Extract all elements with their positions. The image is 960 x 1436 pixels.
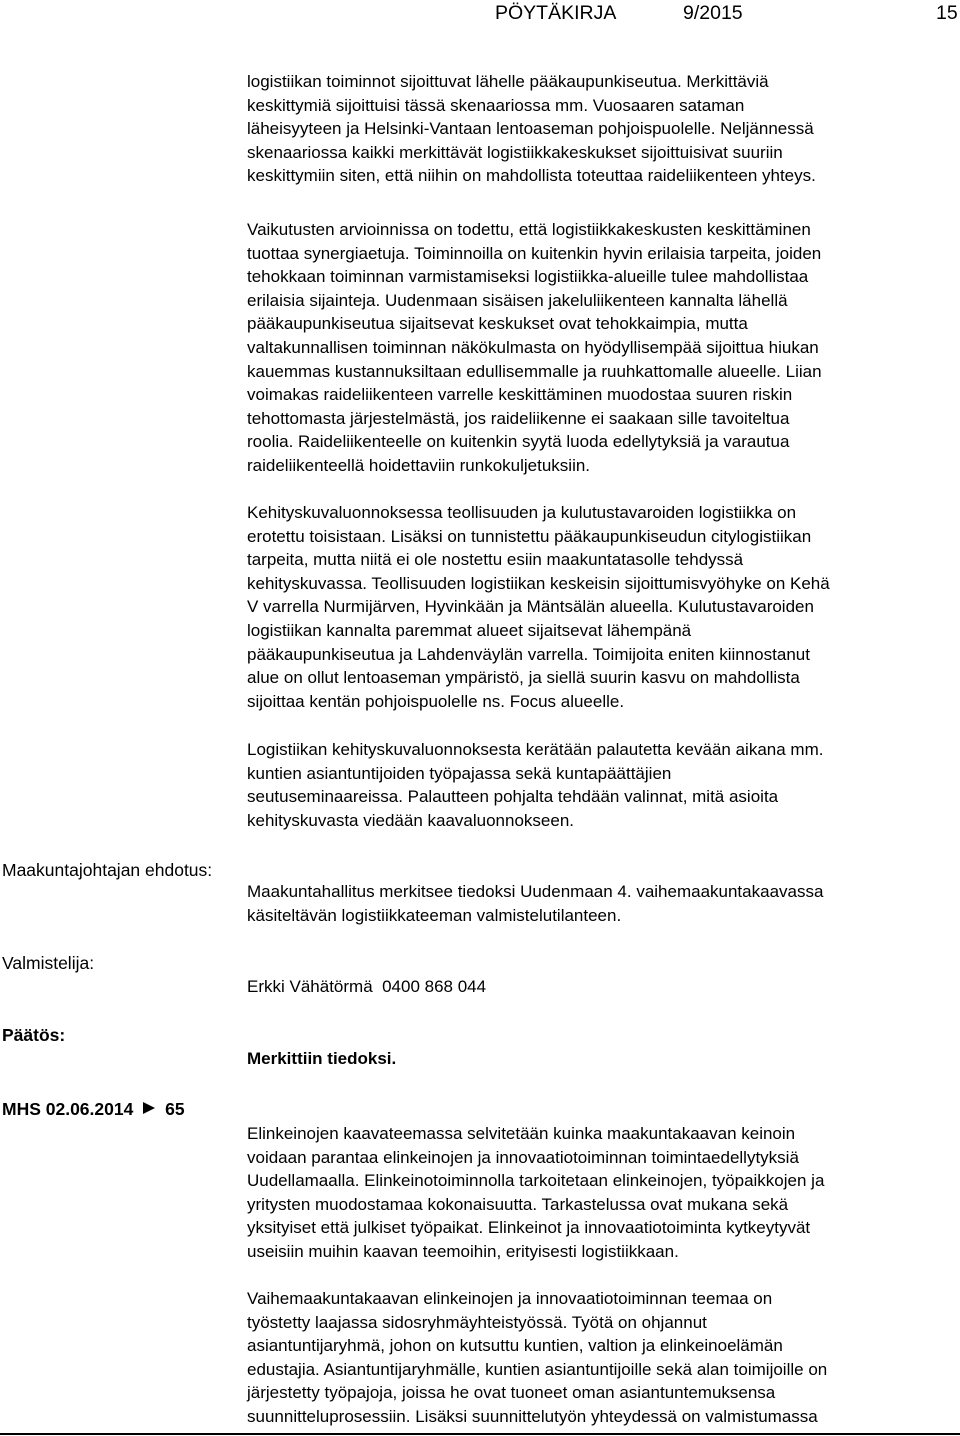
text-line: alue on ollut lentoaseman ympäristö, ja siellä suurin kasvu on mahdollista: [247, 668, 800, 688]
text-line: Vaikutusten arvioinnissa on todettu, että logistiikkakeskusten keskittäminen: [247, 220, 811, 239]
mhs-date: MHS 02.06.2014: [2, 1099, 134, 1119]
text-line: Uudellamaalla. Elinkeinotoiminnolla tarkoitetaan elinkeinojen, työpaikkojen ja: [247, 1171, 825, 1191]
text-line: työstetty laajassa sidosryhmäyhteistyössä. Työtä on ohjannut: [247, 1312, 707, 1332]
text-line: skenaariossa kaikki merkittävät logistiikkakeskukset sijoittuisivat suuriin: [247, 142, 783, 162]
text-line: erotettu toisistaan. Lisäksi on tunnistettu pääkaupunkiseudun citylogistiikan: [247, 526, 812, 546]
decision-label: Päätös:: [2, 1025, 66, 1045]
document-type-title: PÖYTÄKIRJA: [495, 2, 617, 24]
bottom-divider: [0, 1433, 960, 1435]
text-line: Vaihemaakuntakaavan elinkeinojen ja innovaatiotoiminnan teemaa on: [247, 1289, 773, 1308]
text-line: järjestetty työpajoja, joissa he ovat tuoneet oman asiantuntemuksensa: [247, 1383, 776, 1403]
decision-text: Merkittiin tiedoksi.: [247, 1049, 397, 1068]
text-line: voidaan parantaa elinkeinojen ja innovaatiotoiminnan toimintaedellytyksiä: [247, 1147, 799, 1167]
text-line: keskittymiä sijoittuisi tässä skenaariossa mm. Vuosaaren sataman: [247, 95, 745, 115]
text-line: kehityskuvassa. Teollisuuden logistiikan keskeisin sijoittumisvyöhyke on Kehä: [247, 573, 830, 593]
text-line: edustajia. Asiantuntijaryhmälle, kuntien asiantuntijoille sekä alan toimijoille on: [247, 1359, 828, 1379]
text-line: keskittymiin siten, että niihin on mahdollista toteuttaa raideliikenteen yhteys.: [247, 166, 816, 186]
text-line: raideliikenteellä hoidettaviin runkokuljetuksiin.: [247, 455, 591, 475]
text-line: asiantuntijaryhmä, johon on kutsuttu kuntien, valtion ja elinkeinoelämän: [247, 1336, 783, 1356]
text-line: läheisyyteen ja Helsinki-Vantaan lentoaseman pohjoispuolelle. Neljännessä: [247, 119, 814, 139]
proposal-text: [247, 880, 947, 927]
text-line: Maakuntahallitus merkitsee tiedoksi Uudenmaan 4. vaihemaakuntakaavassa: [247, 882, 824, 901]
text-line: pääkaupunkiseutua sijaitsevat keskukset ovat tehokkaimpia, mutta: [247, 314, 748, 334]
paragraph-scenarios: [247, 70, 947, 188]
paragraph-impact-assessment: [247, 218, 947, 478]
text-line: V varrella Nurmijärven, Hyvinkään ja Mäntsälän alueella. Kulutustavaroiden: [247, 597, 814, 617]
text-line: Elinkeinojen kaavateemassa selvitetään kuinka maakuntakaavan keinoin: [247, 1124, 796, 1143]
text-line: kuntien asiantuntijoiden työpajassa sekä kuntapäättäjien: [247, 763, 672, 783]
text-line: pääkaupunkiseutua ja Lahdenväylän varrella. Toimijoita eniten kiinnostanut: [247, 644, 810, 664]
text-line: tuottaa synergiaetuja. Toiminnoilla on kuitenkin hyvin erilaisia tarpeita, joiden: [247, 243, 822, 263]
page-number: 15: [936, 2, 958, 24]
paragraph-business-theme: [247, 1122, 947, 1264]
preparer-value: [247, 975, 947, 999]
text-line: tarpeita, mutta niitä ei ole nostettu esiin maakuntatasolle tehdyssä: [247, 550, 744, 570]
preparer-label: Valmistelija:: [2, 953, 95, 973]
decision-value: [247, 1047, 947, 1071]
text-line: käsiteltävän logistiikkateeman valmistelutilanteen.: [247, 905, 622, 925]
mhs-reference: [2, 1098, 185, 1120]
text-line: voimakas raideliikenteen varrelle keskittäminen muodostaa suuren riskin: [247, 385, 793, 405]
text-line: roolia. Raideliikenteelle on kuitenkin syytä luoda edellytyksiä ja varautua: [247, 432, 790, 452]
text-line: seutuseminaareissa. Palautteen pohjalta tehdään valinnat, mitä asioita: [247, 787, 779, 807]
text-line: sijoittaa kentän pohjoispuolelle ns. Focus alueelle.: [247, 691, 625, 711]
text-line: Logistiikan kehityskuvaluonnoksesta kerätään palautetta kevään aikana mm.: [247, 740, 824, 759]
text-line: tehokkaan toiminnan varmistamiseksi logistiikka-alueille tulee mahdollistaa: [247, 267, 809, 287]
text-line: valtakunnallisen toiminnan näkökulmasta on hyödyllisempää sijoittua hiukan: [247, 337, 819, 357]
text-line: useisiin muihin kaavan teemoihin, erityisesti logistiikkaan.: [247, 1241, 679, 1261]
text-line: yksityiset että julkiset työpaikat. Elinkeinot ja innovaatiotoiminta kytkeytyvät: [247, 1218, 811, 1238]
proposal-label: Maakuntajohtajan ehdotus:: [2, 860, 213, 880]
section-arrow-icon: [140, 1100, 158, 1118]
text-line: logistiikan toiminnot sijoittuvat lähelle pääkaupunkiseutua. Merkittäviä: [247, 72, 769, 91]
mhs-section-number: 65: [165, 1099, 185, 1119]
text-line: suunnitteluprosessiin. Lisäksi suunnittelutyön yhteydessä on valmistumassa: [247, 1406, 818, 1426]
text-line: Kehityskuvaluonnoksessa teollisuuden ja kulutustavaroiden logistiikka on: [247, 503, 797, 522]
paragraph-development-draft: [247, 501, 947, 713]
text-line: logistiikan kannalta paremmat alueet sijaitsevat lähempänä: [247, 620, 692, 640]
text-line: erilaisia sijainteja. Uudenmaan sisäisen jakeluliikenteen kannalta lähellä: [247, 290, 788, 310]
paragraph-stakeholders: [247, 1287, 947, 1429]
paragraph-feedback: [247, 738, 947, 832]
text-line: kauemmas kustannuksiltaan edullisemmalle ja ruuhkattomalle alueelle. Liian: [247, 361, 822, 381]
text-line: kehityskuvasta viedään kaavaluonnokseen.: [247, 810, 574, 830]
preparer-contact: Erkki Vähätörmä 0400 868 044: [247, 977, 487, 996]
meeting-number: 9/2015: [683, 2, 743, 24]
text-line: yritysten muodostamaa kokonaisuutta. Tarkastelussa ovat mukana sekä: [247, 1194, 789, 1214]
text-line: tehottomasta järjestelmästä, jos raideliikenne ei saakaan sille tavoiteltua: [247, 408, 790, 428]
